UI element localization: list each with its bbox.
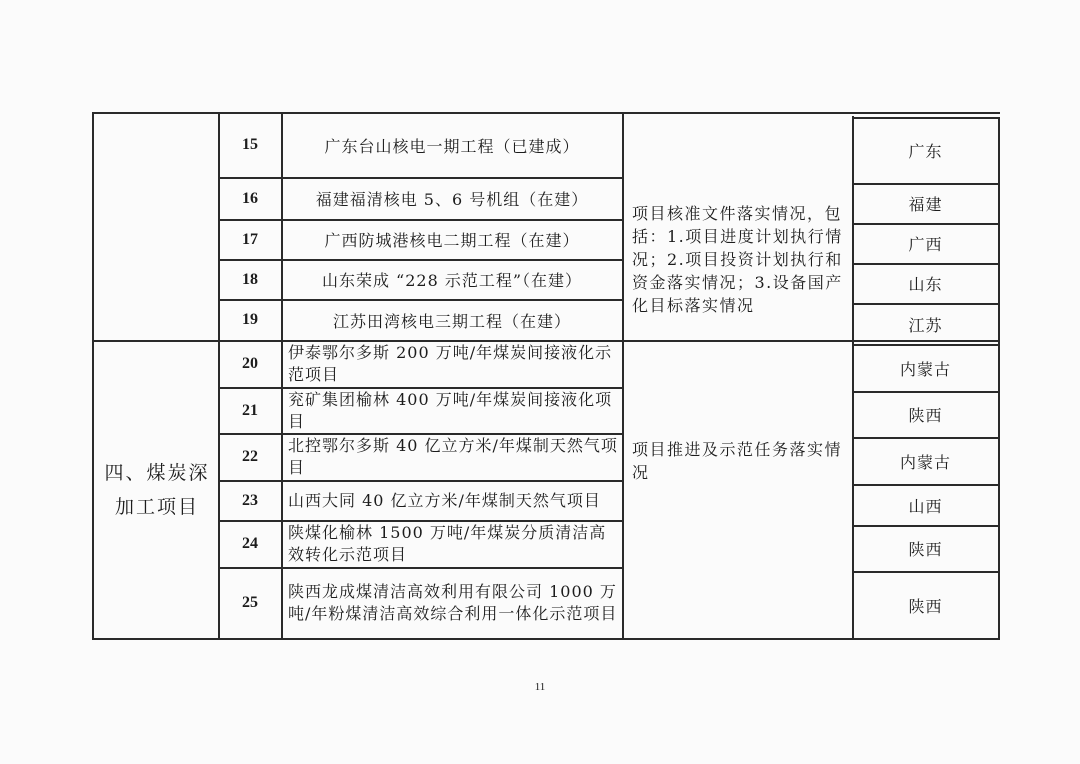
table-border-bottom (92, 638, 1000, 640)
province: 山东 (908, 275, 943, 294)
province: 内蒙古 (899, 359, 951, 379)
province: 福建 (908, 195, 943, 214)
row-number: 18 (242, 270, 258, 288)
row-number: 15 (242, 136, 258, 153)
project-name: 山西大同 40 亿立方米/年煤制天然气项目 (288, 490, 601, 510)
row-number: 24 (242, 535, 258, 552)
page-number: 11 (534, 681, 546, 693)
project-name: 兖矿集团榆林 400 万吨/年煤炭间接液化项目 (288, 389, 613, 431)
row-number: 23 (242, 491, 258, 509)
table-border-right (998, 117, 1000, 639)
inspection-content-nuclear: 项目核准文件落实情况，包括：1.项目进度计划执行情况；2.项目投资计划执行和资金落实情况；3.设备国产化目标落实情况 (632, 203, 843, 315)
project-name: 江苏田湾核电三期工程（在建） (332, 311, 571, 331)
project-name: 伊泰鄂尔多斯 200 万吨/年煤炭间接液化示范项目 (288, 343, 613, 384)
province: 陕西 (908, 540, 943, 559)
inspection-content-coal: 项目推进及示范任务落实情况 (632, 440, 843, 482)
row-number: 17 (242, 230, 258, 248)
province: 内蒙古 (899, 452, 951, 472)
province: 广西 (908, 235, 943, 254)
row-number: 25 (242, 594, 258, 611)
project-name: 福建福清核电 5、6 号机组（在建） (315, 190, 589, 209)
category-cell-previous (93, 113, 218, 340)
project-name: 北控鄂尔多斯 40 亿立方米/年煤制天然气项目 (288, 436, 618, 477)
row-number: 19 (242, 311, 258, 328)
province: 陕西 (908, 596, 943, 616)
category-cell-coal-processing: 四、煤炭深加工项目 (104, 462, 210, 518)
province: 陕西 (908, 406, 943, 425)
project-name: 陕西龙成煤清洁高效利用有限公司 1000 万吨/年粉煤清洁高效综合利用一体化示范项目 (288, 582, 618, 623)
province: 山西 (908, 496, 943, 516)
province: 江苏 (908, 315, 943, 335)
row-number: 16 (242, 189, 258, 207)
row-number: 22 (242, 448, 258, 465)
project-name: 广东台山核电一期工程（已建成） (324, 136, 580, 156)
row-number: 20 (242, 355, 258, 372)
project-name: 广西防城港核电二期工程（在建） (324, 231, 580, 250)
project-name: 陕煤化榆林 1500 万吨/年煤炭分质清洁高效转化示范项目 (288, 523, 607, 564)
row-number: 21 (242, 401, 258, 419)
project-name: 山东荣成 “228 示范工程”（在建） (321, 271, 583, 290)
province: 广东 (908, 142, 943, 161)
